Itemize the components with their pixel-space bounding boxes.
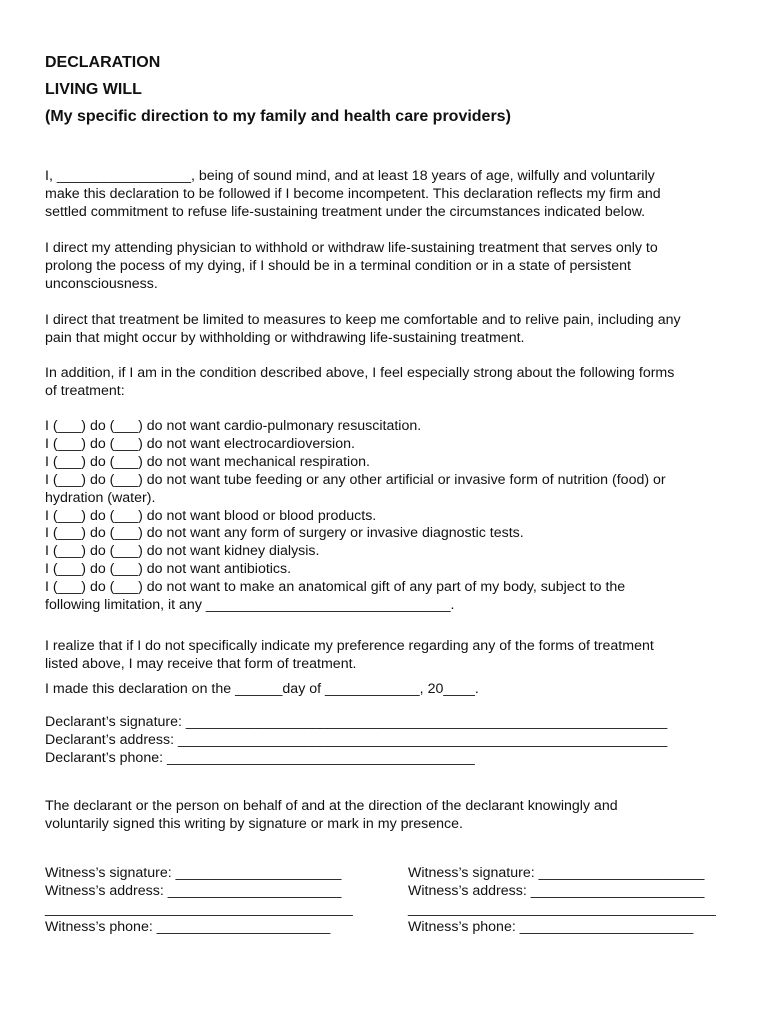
declarant-address-field[interactable]: Declarant’s address: ______________________________________________________________ bbox=[45, 731, 668, 748]
realize-line: listed above, I may receive that form of treatment. bbox=[45, 655, 357, 672]
treatment-line[interactable]: I (___) do (___) do not want electrocardioversion. bbox=[45, 435, 355, 452]
knowingly-line: voluntarily signed this writing by signature or mark in my presence. bbox=[45, 815, 463, 832]
declarant-phone-field[interactable]: Declarant’s phone: _______________________________________ bbox=[45, 749, 475, 766]
treatment-line[interactable]: I (___) do (___) do not want cardio-pulmonary resuscitation. bbox=[45, 418, 422, 434]
declaration-date-line[interactable]: I made this declaration on the ______day of ____________, 20____. bbox=[45, 681, 479, 697]
witness-right-address-field[interactable]: Witness’s address: ______________________ bbox=[408, 882, 705, 899]
treatment-line[interactable]: following limitation, it any _______________________________. bbox=[45, 597, 455, 614]
addition-line: of treatment: bbox=[45, 382, 125, 399]
witness-right-address-line[interactable]: _______________________________________ bbox=[408, 900, 716, 917]
directive-line: prolong the pocess of my dying, if I should be in a terminal condition or in a state of persistent bbox=[45, 257, 631, 274]
witness-right-block bbox=[408, 865, 716, 937]
witness-left-signature-field[interactable]: Witness’s signature: _____________________ bbox=[45, 865, 342, 881]
directive-line: I direct that treatment be limited to measures to keep me comfortable and to relive pain, including any bbox=[45, 312, 681, 328]
witness-left-address-line[interactable]: _______________________________________ bbox=[45, 900, 353, 917]
treatment-line[interactable]: I (___) do (___) do not want kidney dialysis. bbox=[45, 543, 320, 560]
intro-line: I, _________________, being of sound mind, and at least 18 years of age, wilfully and voluntarily bbox=[45, 168, 655, 184]
addition-line: In addition, if I am in the condition described above, I feel especially strong about the following forms bbox=[45, 365, 675, 381]
witness-left-block bbox=[45, 865, 353, 937]
directive-line: I direct my attending physician to withhold or withdraw life-sustaining treatment that serves only to bbox=[45, 240, 658, 256]
doc-title-living-will: LIVING WILL bbox=[45, 81, 142, 98]
directive-paragraph-2 bbox=[45, 312, 735, 348]
treatment-line[interactable]: I (___) do (___) do not want to make an anatomical gift of any part of my body, subject to the bbox=[45, 579, 626, 596]
addition-paragraph bbox=[45, 365, 735, 401]
witness-right-signature-field[interactable]: Witness’s signature: _____________________ bbox=[408, 865, 705, 881]
directive-line: unconsciousness. bbox=[45, 275, 158, 292]
treatment-choices bbox=[45, 418, 735, 615]
declarant-signature-field[interactable]: Declarant’s signature: _____________________________________________________________ bbox=[45, 714, 668, 730]
treatment-line[interactable]: I (___) do (___) do not want blood or blood products. bbox=[45, 507, 377, 524]
treatment-line: hydration (water). bbox=[45, 489, 156, 506]
declaration-date bbox=[45, 681, 735, 699]
treatment-line[interactable]: I (___) do (___) do not want tube feeding or any other artificial or invasive form of nutrition (food) or bbox=[45, 471, 666, 488]
declarant-fields bbox=[45, 714, 735, 768]
treatment-line[interactable]: I (___) do (___) do not want any form of surgery or invasive diagnostic tests. bbox=[45, 525, 524, 542]
realize-line: I realize that if I do not specifically indicate my preference regarding any of the forms of treatment bbox=[45, 638, 654, 654]
directive-line: pain that might occur by withholding or withdrawing life-sustaining treatment. bbox=[45, 329, 525, 346]
witness-left-address-field[interactable]: Witness’s address: ______________________ bbox=[45, 882, 342, 899]
intro-line: make this declaration to be followed if I become incompetent. This declaration reflects my firm and bbox=[45, 185, 661, 202]
intro-line: settled commitment to refuse life-sustaining treatment under the circumstances indicated below. bbox=[45, 203, 646, 220]
knowingly-paragraph bbox=[45, 798, 735, 834]
witness-left-phone-field[interactable]: Witness’s phone: ______________________ bbox=[45, 918, 331, 935]
treatment-line[interactable]: I (___) do (___) do not want mechanical respiration. bbox=[45, 453, 370, 470]
doc-title-declaration: DECLARATION bbox=[45, 54, 161, 71]
realize-paragraph bbox=[45, 638, 735, 674]
directive-paragraph-1 bbox=[45, 240, 735, 294]
doc-subtitle: (My specific direction to my family and health care providers) bbox=[45, 108, 511, 125]
treatment-line[interactable]: I (___) do (___) do not want antibiotics. bbox=[45, 561, 292, 578]
intro-paragraph bbox=[45, 168, 735, 222]
knowingly-line: The declarant or the person on behalf of and at the direction of the declarant knowingly and bbox=[45, 798, 618, 814]
witness-right-phone-field[interactable]: Witness’s phone: ______________________ bbox=[408, 918, 694, 935]
